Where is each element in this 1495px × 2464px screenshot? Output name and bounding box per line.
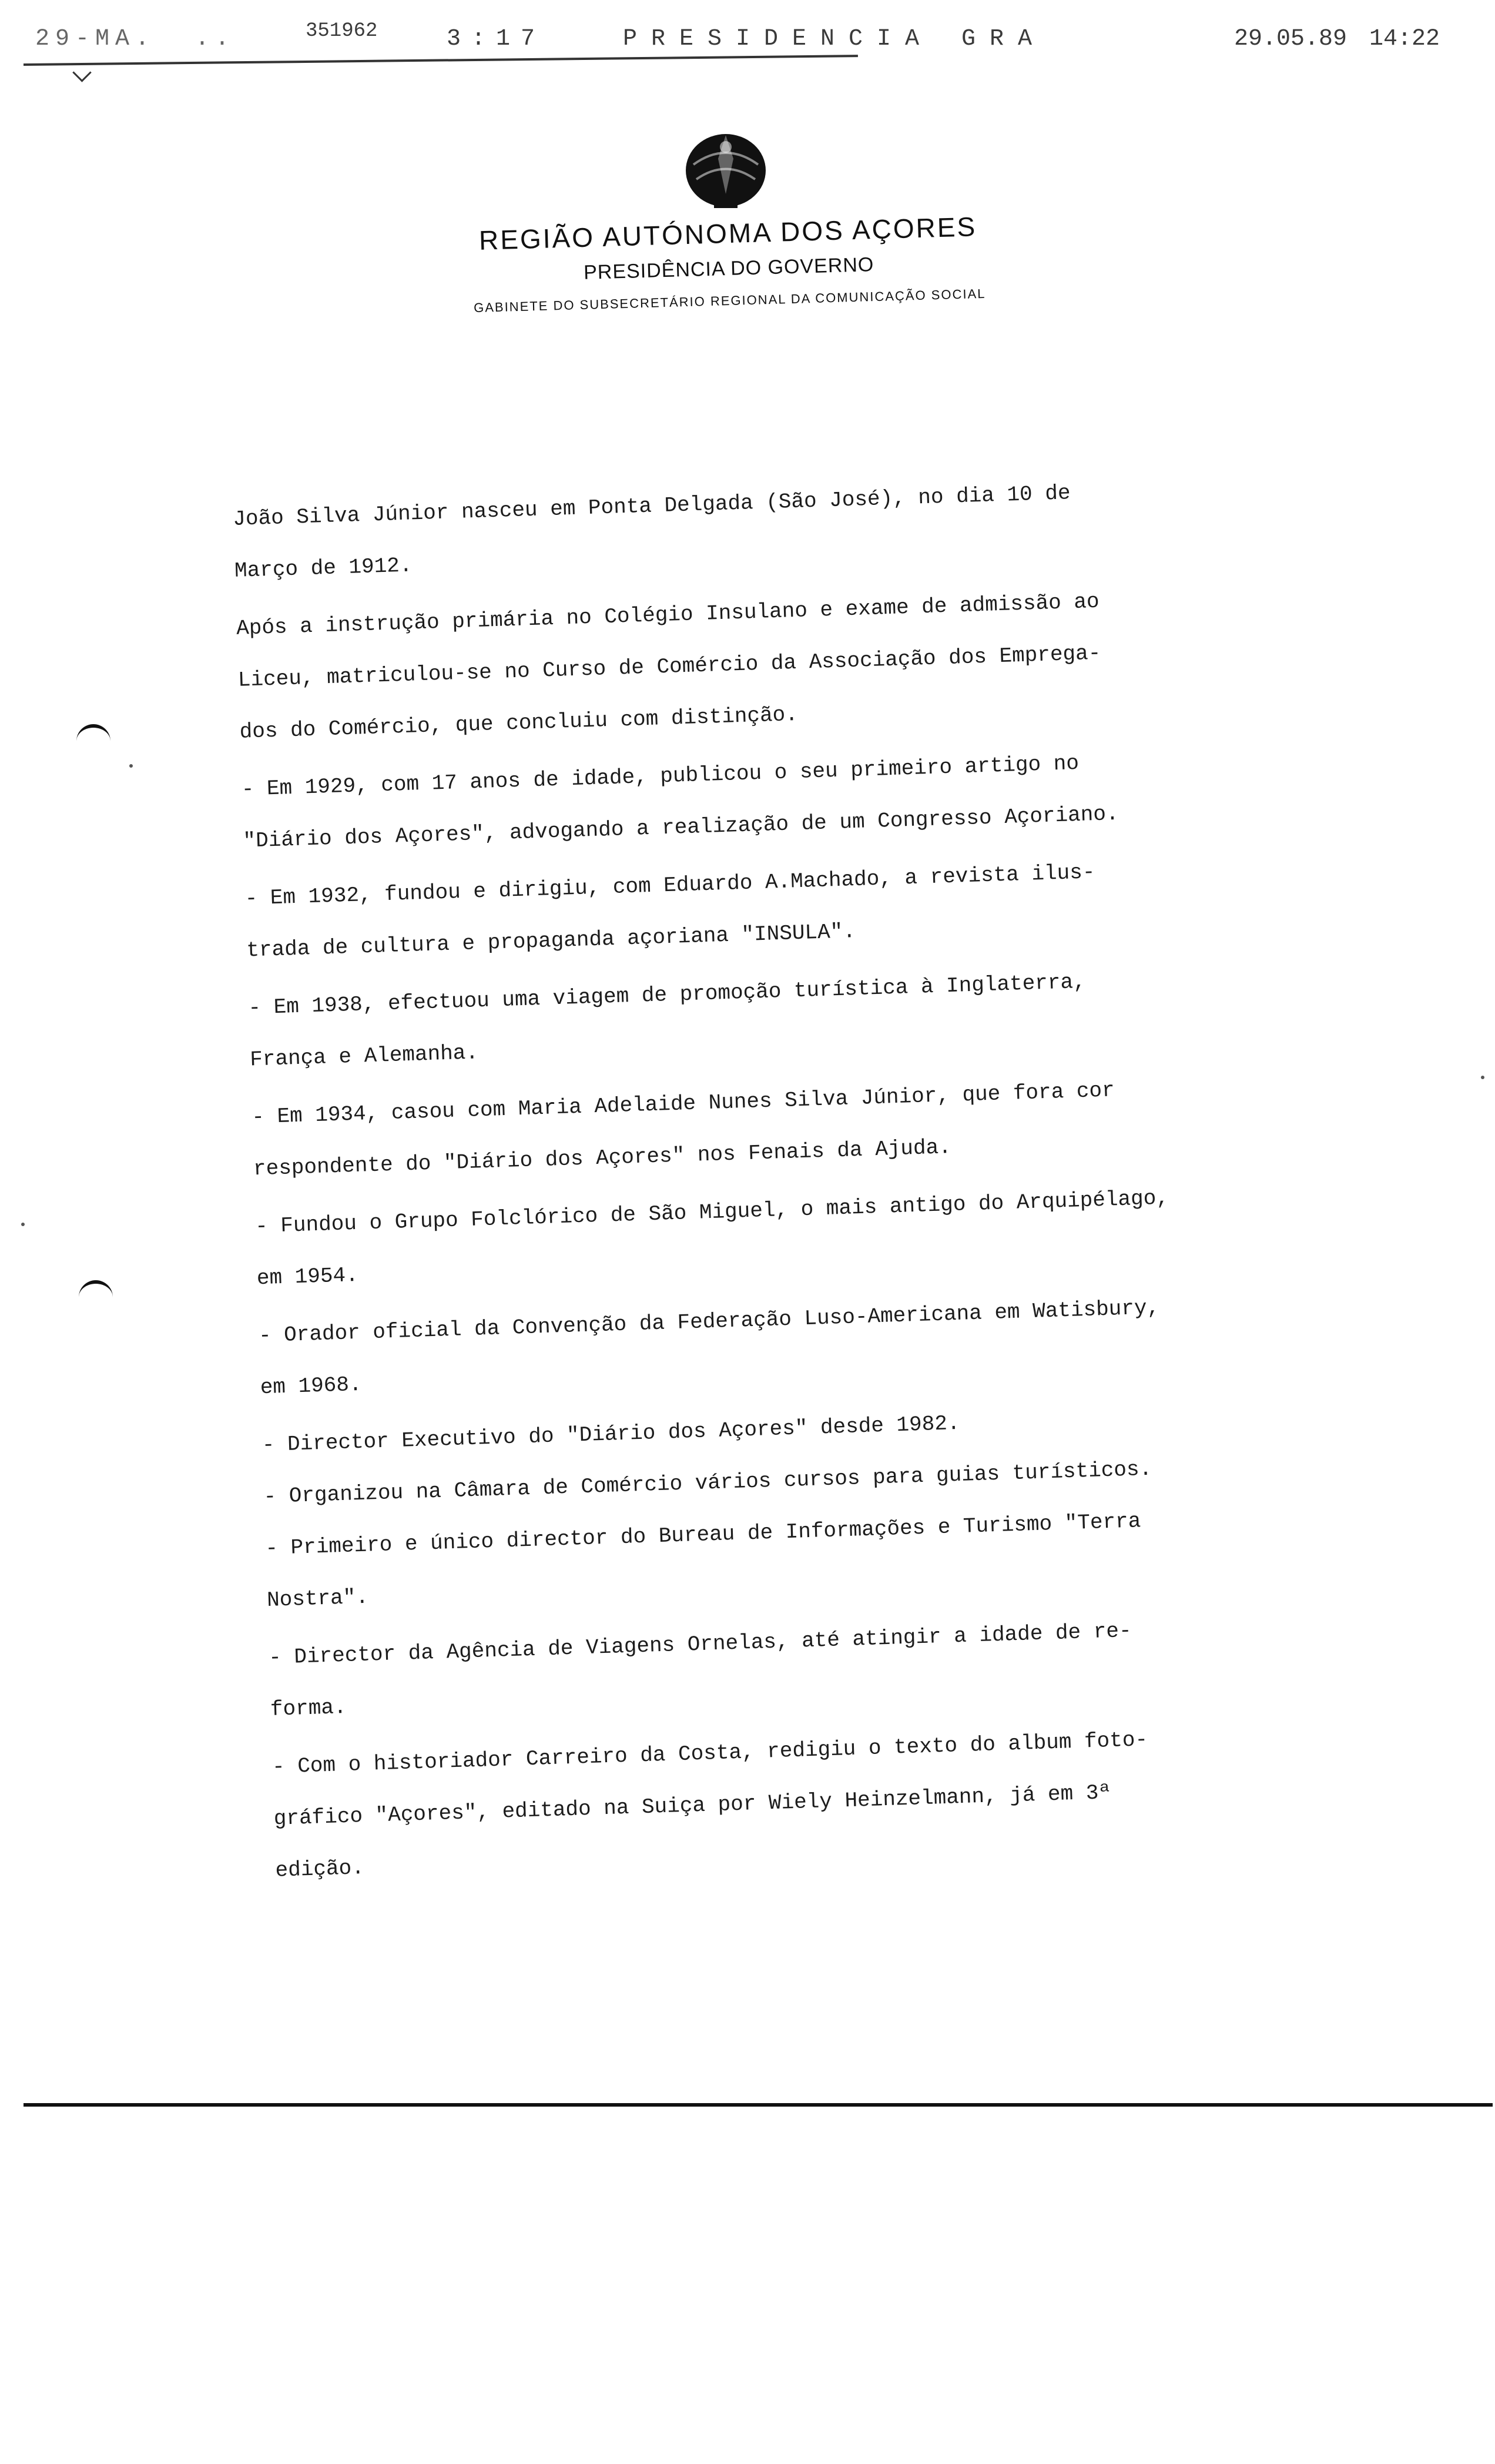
punch-hole-mark (79, 1280, 113, 1301)
fax-number: 351962 (306, 20, 378, 42)
body-line: Liceu, matriculou-se no Curso de Comércio da Associação dos Emprega- (237, 641, 1101, 692)
azores-coat-of-arms-icon (682, 123, 770, 212)
punch-hole-mark (76, 724, 110, 745)
body-line: dos do Comércio, que concluiu com distinção. (239, 702, 799, 744)
biography-text (232, 460, 1357, 1897)
body-line: - Em 1938, efectuou uma viagem de promoção turística à Inglaterra, (247, 969, 1087, 1020)
scan-speck (129, 764, 133, 768)
body-line: - Director da Agência de Viagens Ornelas, até atingir a idade de re- (268, 1618, 1132, 1670)
body-line: em 1954. (256, 1263, 359, 1291)
body-line: - Primeiro e único director do Bureau de Informações e Turismo "Terra (264, 1509, 1141, 1561)
body-line: Nostra". (266, 1585, 369, 1613)
body-line: edição. (274, 1856, 365, 1883)
letterhead (410, 209, 1047, 317)
fax-date: 29.05.89 (1234, 26, 1347, 52)
body-line: - Organizou na Câmara de Comércio vários cursos para guias turísticos. (263, 1457, 1152, 1509)
body-line: respondente do "Diário dos Açores" nos Fenais da Ajuda. (253, 1135, 952, 1181)
body-line: "Diário dos Açores", advogando a realização de um Congresso Açoriano. (242, 801, 1119, 853)
body-line: França e Alemanha. (249, 1040, 479, 1072)
body-line: - Com o historiador Carreiro da Costa, redigiu o texto do album foto- (271, 1728, 1148, 1779)
body-line: gráfico "Açores", editado na Suiça por Wiely Heinzelmann, já em 3ª (273, 1780, 1112, 1831)
fax-sender: PRESIDENCIA GRA (623, 26, 1047, 52)
body-line: - Em 1934, casou com Maria Adelaide Nunes Silva Júnior, que fora cor (251, 1078, 1115, 1130)
body-line: - Em 1932, fundou e dirigiu, com Eduardo A.Machado, a revista ilus- (244, 860, 1096, 911)
body-line: em 1968. (260, 1372, 363, 1400)
body-line: - Orador oficial da Convenção da Federação Luso-Americana em Watisbury, (258, 1295, 1160, 1348)
body-line: forma. (270, 1695, 347, 1722)
body-line: Março de 1912. (234, 553, 413, 583)
letterhead-presidency: PRESIDÊNCIA DO GOVERNO (583, 253, 874, 284)
body-line: João Silva Júnior nasceu em Ponta Delgada (São José), no dia 10 de (232, 481, 1071, 531)
body-line: trada de cultura e propaganda açoriana "INSULA". (246, 919, 856, 963)
scan-speck (1481, 1076, 1484, 1079)
page-bottom-rule (24, 2103, 1493, 2107)
fax-mark-icon (72, 63, 92, 82)
fax-clock: 14:22 (1369, 26, 1440, 52)
body-line: - Fundou o Grupo Folclórico de São Miguel, o mais antigo do Arquipélago, (254, 1186, 1169, 1239)
fax-prefix: 29-MA. .. (35, 26, 236, 52)
letterhead-cabinet: GABINETE DO SUBSECRETÁRIO REGIONAL DA COMUNICAÇÃO SOCIAL (473, 286, 986, 316)
scan-speck (21, 1223, 25, 1226)
body-line: - Director Executivo do "Diário dos Açores" desde 1982. (262, 1411, 961, 1458)
body-line: - Em 1929, com 17 anos de idade, publicou o seu primeiro artigo no (241, 751, 1080, 802)
letterhead-region: REGIÃO AUTÓNOMA DOS AÇORES (478, 211, 977, 256)
body-line: Após a instrução primária no Colégio Insulano e exame de admissão ao (236, 589, 1100, 641)
fax-time: 3:17 (447, 26, 546, 52)
